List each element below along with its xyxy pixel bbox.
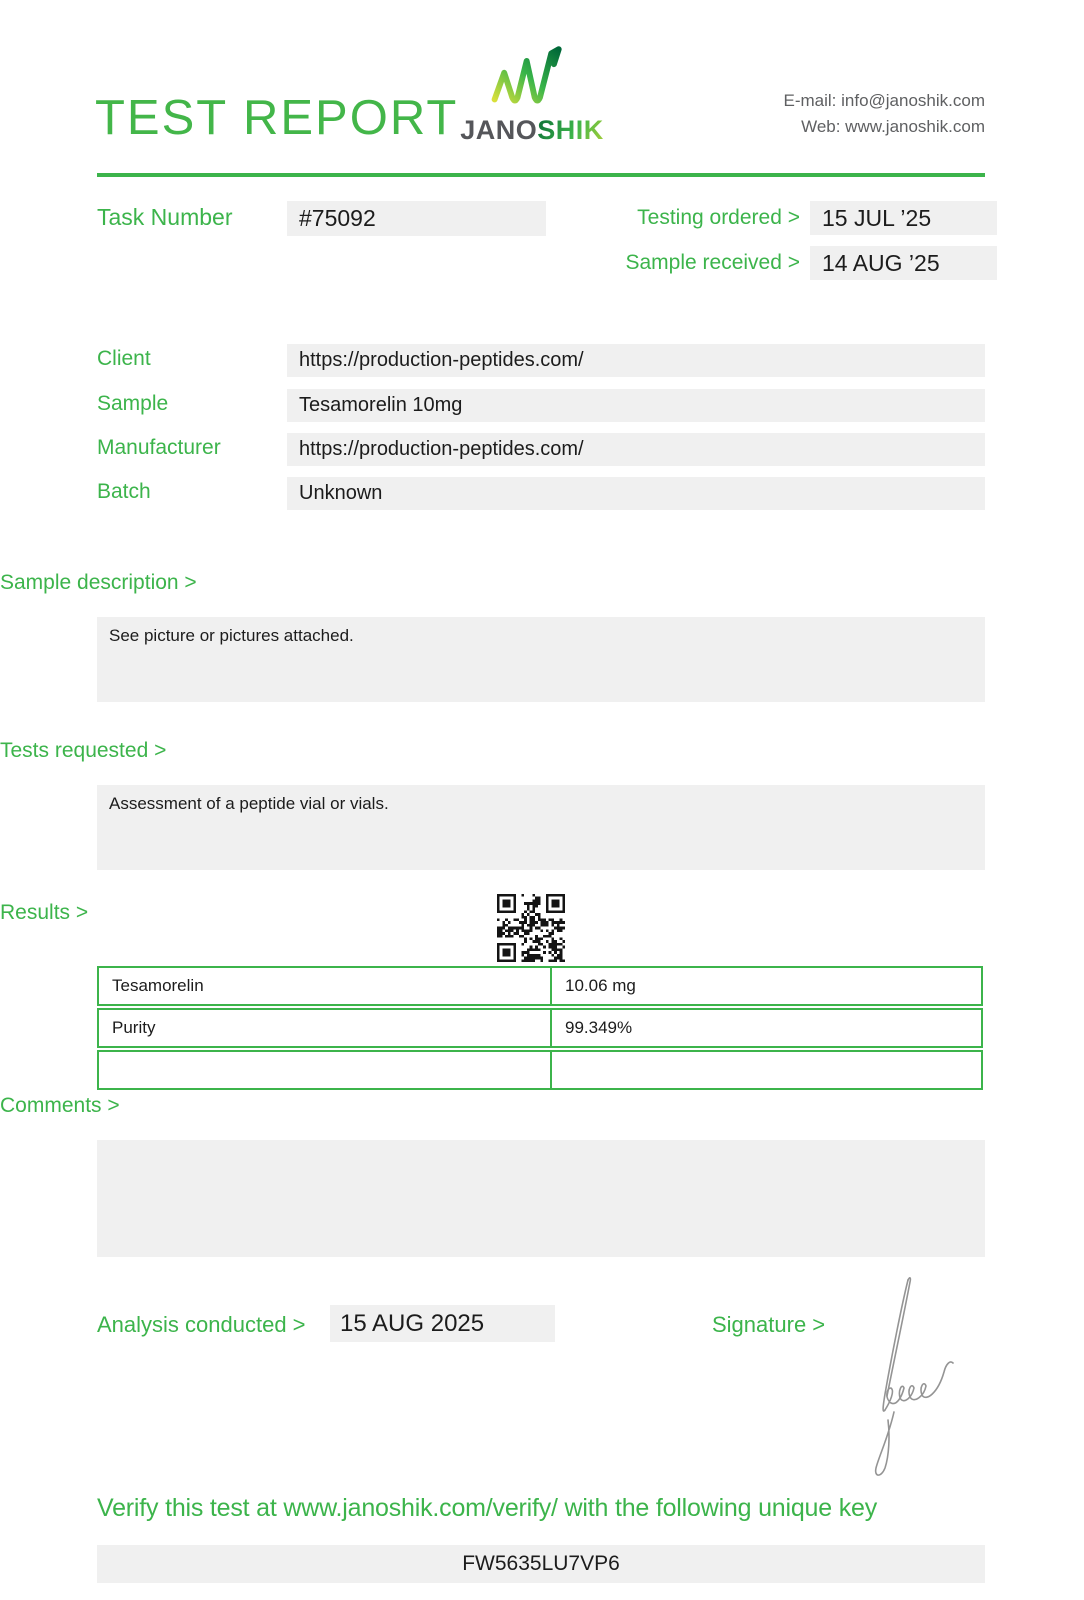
sample-received-label: Sample received > bbox=[625, 251, 800, 274]
signature-scribble bbox=[852, 1242, 987, 1482]
table-row bbox=[97, 1008, 983, 1048]
tests-requested-box: Assessment of a peptide vial or vials. bbox=[97, 785, 985, 870]
growth-chart-icon bbox=[482, 46, 582, 108]
testing-ordered-label: Testing ordered > bbox=[637, 206, 800, 229]
signature-label: Signature > bbox=[712, 1312, 826, 1337]
table-row bbox=[97, 1050, 983, 1090]
verify-key-value: FW5635LU7VP6 bbox=[97, 1545, 985, 1583]
janoshik-logo bbox=[452, 46, 612, 146]
comments-label: Comments > bbox=[0, 1094, 120, 1117]
result-value bbox=[552, 1052, 981, 1088]
result-name bbox=[99, 1052, 552, 1088]
logo-jano-text: JANO bbox=[460, 115, 538, 145]
results-table bbox=[97, 966, 983, 1092]
header-divider bbox=[97, 173, 985, 177]
client-label: Client bbox=[97, 347, 151, 370]
manufacturer-label: Manufacturer bbox=[97, 436, 221, 459]
page-title: TEST REPORT bbox=[95, 91, 459, 145]
analysis-conducted-label: Analysis conducted > bbox=[97, 1312, 306, 1337]
result-name: Purity bbox=[99, 1010, 552, 1046]
verify-instruction: Verify this test at www.janoshik.com/verify/ with the following unique key bbox=[97, 1494, 877, 1522]
logo-shik-text: SHIK bbox=[537, 115, 604, 145]
sample-received-value: 14 AUG ’25 bbox=[810, 246, 997, 280]
batch-value: Unknown bbox=[287, 477, 985, 510]
sample-description-label: Sample description > bbox=[0, 571, 197, 594]
sample-label: Sample bbox=[97, 392, 169, 415]
task-number-value: #75092 bbox=[287, 201, 546, 236]
results-label: Results > bbox=[0, 901, 89, 924]
analysis-date-value: 15 AUG 2025 bbox=[330, 1305, 555, 1342]
tests-requested-label: Tests requested > bbox=[0, 739, 167, 762]
contact-email: E-mail: info@janoshik.com bbox=[783, 91, 985, 110]
table-row bbox=[97, 966, 983, 1006]
client-value: https://production-peptides.com/ bbox=[287, 344, 985, 377]
batch-label: Batch bbox=[97, 480, 151, 503]
manufacturer-value: https://production-peptides.com/ bbox=[287, 433, 985, 466]
result-value: 10.06 mg bbox=[565, 976, 636, 995]
contact-web: Web: www.janoshik.com bbox=[801, 117, 985, 136]
sample-value: Tesamorelin 10mg bbox=[287, 389, 985, 422]
result-name: Tesamorelin bbox=[99, 968, 552, 1004]
contact-info bbox=[784, 88, 986, 140]
testing-ordered-value: 15 JUL ’25 bbox=[810, 201, 997, 235]
result-value: 99.349% bbox=[565, 1018, 633, 1037]
sample-description-box: See picture or pictures attached. bbox=[97, 617, 985, 702]
task-number-label: Task Number bbox=[97, 204, 233, 230]
comments-box bbox=[97, 1140, 985, 1257]
qr-code bbox=[497, 894, 565, 962]
logo-wordmark bbox=[452, 115, 612, 146]
